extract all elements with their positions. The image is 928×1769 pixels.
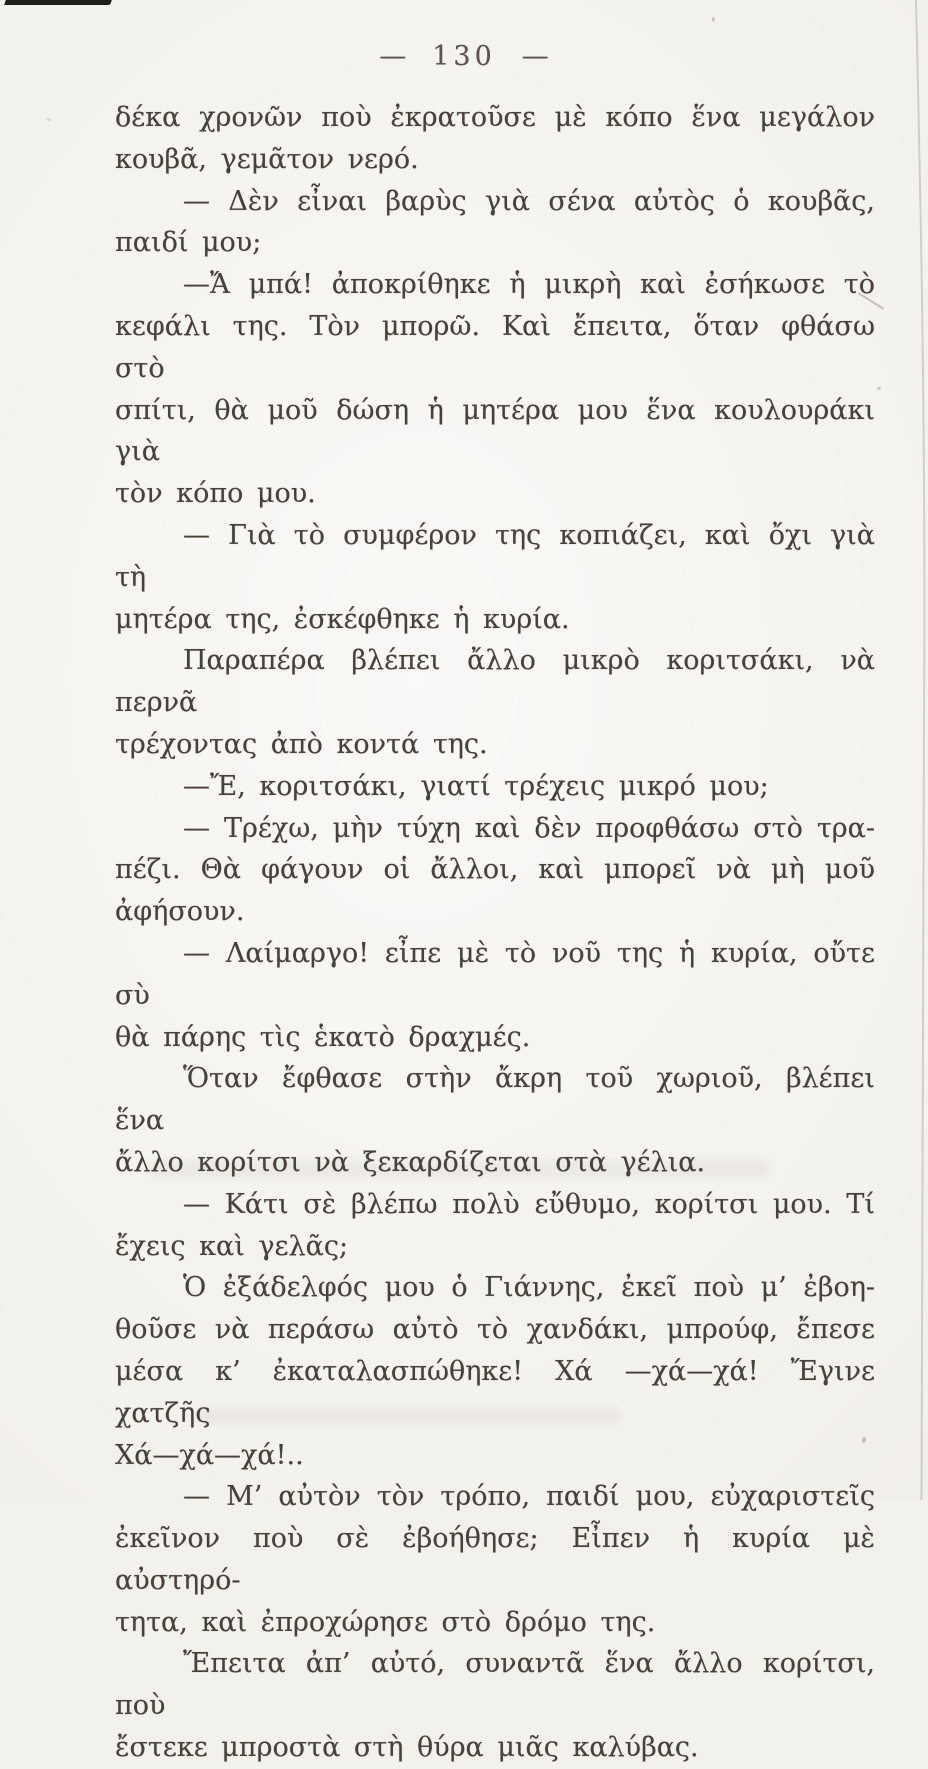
- text-line: Παραπέρα βλέπει ἄλλο μικρὸ κοριτσάκι, νὰ περνᾶ: [115, 645, 875, 719]
- paragraph: [115, 264, 875, 515]
- text-line: ἔστεκε μπροστὰ στὴ θύρα μιᾶς καλύβας.: [115, 1732, 699, 1764]
- text-line: μητέρα της, ἐσκέφθηκε ἡ κυρία.: [115, 603, 570, 635]
- text-line: Ἔπειτα ἀπ’ αὐτό, συναντᾶ ἕνα ἄλλο κορίτσι, ποὺ: [115, 1648, 875, 1722]
- text-line: — Τρέχω, μὴν τύχη καὶ δὲν προφθάσω στὸ τρα-: [183, 812, 875, 844]
- paragraph: [115, 808, 875, 933]
- text-line: Ὁ ἐξάδελφός μου ὁ Γιάννης, ἐκεῖ ποὺ μ’ ἐβοη-: [183, 1272, 875, 1304]
- text-line: —Ἔ, κοριτσάκι, γιατί τρέχεις μικρό μου;: [183, 770, 769, 802]
- paragraph: [115, 640, 875, 765]
- text-block: [115, 97, 875, 1769]
- text-line: Ὅταν ἔφθασε στὴν ἄκρη τοῦ χωριοῦ, βλέπει ἕνα: [115, 1063, 875, 1137]
- scan-speck: [712, 17, 715, 22]
- text-line: κουβᾶ, γεμᾶτον νερό.: [115, 143, 419, 175]
- scan-speck: [46, 118, 51, 121]
- paragraph: [115, 1476, 875, 1643]
- page-edge-line: [898, 0, 928, 1500]
- paragraph: [115, 1184, 875, 1268]
- page-header: [0, 41, 928, 72]
- text-line: κεφάλι της. Τὸν μπορῶ. Καὶ ἔπειτα, ὅταν φθάσω στὸ: [115, 310, 875, 384]
- paragraph: [115, 97, 875, 181]
- text-line: τρέχοντας ἀπὸ κοντά της.: [115, 728, 488, 760]
- text-line: — Γιὰ τὸ συμφέρον της κοπιάζει, καὶ ὄχι γιὰ τὴ: [115, 519, 875, 593]
- text-line: τητα, καὶ ἐπροχώρησε στὸ δρόμο της.: [115, 1606, 656, 1638]
- text-line: ἄλλο κορίτσι νὰ ξεκαρδίζεται στὰ γέλια.: [115, 1146, 706, 1178]
- text-line: — Κάτι σὲ βλέπω πολὺ εὔθυμο, κορίτσι μου. Τί: [183, 1188, 875, 1220]
- paragraph: [115, 1267, 875, 1476]
- scan-corner-mark: [4, 0, 112, 5]
- text-line: ἐκεῖνον ποὺ σὲ ἐβοήθησε; Εἶπεν ἡ κυρία μὲ αὐστηρό-: [115, 1523, 875, 1596]
- text-line: παιδί μου;: [115, 227, 262, 259]
- page-number: 130: [432, 41, 496, 72]
- text-line: πέζι. Θὰ φάγουν οἱ ἄλλοι, καὶ μπορεῖ νὰ μὴ μοῦ: [115, 854, 875, 886]
- paragraph: [115, 766, 875, 808]
- text-line: Χά—χά—χά!..: [115, 1439, 304, 1471]
- paragraph: [115, 181, 875, 265]
- text-line: —Ἄ μπά! ἀποκρίθηκε ἡ μικρὴ καὶ ἐσήκωσε τὸ: [183, 269, 875, 301]
- text-line: μέσα κ’ ἐκαταλασπώθηκε! Χά —χά—χά! Ἔγινε χατζῆς: [115, 1355, 875, 1429]
- text-line: ἀφήσουν.: [115, 896, 245, 928]
- text-line: ἔχεις καὶ γελᾶς;: [115, 1230, 349, 1262]
- header-dash-left: —: [379, 41, 407, 72]
- paragraph: [115, 515, 875, 640]
- text-line: — Μ’ αὐτὸν τὸν τρόπο, παιδί μου, εὐχαριστεῖς: [183, 1481, 875, 1513]
- text-line: σπίτι, θὰ μοῦ δώση ἡ μητέρα μου ἕνα κουλουράκι γιὰ: [115, 394, 875, 468]
- paragraph: [115, 1058, 875, 1183]
- text-line: θοῦσε νὰ περάσω αὐτὸ τὸ χανδάκι, μπρούφ, ἔπεσε: [115, 1314, 875, 1346]
- text-line: δέκα χρονῶν ποὺ ἐκρατοῦσε μὲ κόπο ἕνα μεγάλον: [115, 102, 875, 133]
- text-line: — Δὲν εἶναι βαρὺς γιὰ σένα αὐτὸς ὁ κουβᾶς,: [183, 185, 875, 217]
- paragraph: [115, 933, 875, 1058]
- paragraph: [115, 1643, 875, 1768]
- text-line: θὰ πάρης τὶς ἑκατὸ δραχμές.: [115, 1021, 531, 1053]
- header-dash-right: —: [521, 41, 549, 72]
- scan-speck: [877, 387, 881, 390]
- text-line: τὸν κόπο μου.: [115, 478, 316, 510]
- text-line: — Λαίμαργο! εἶπε μὲ τὸ νοῦ της ἡ κυρία, οὔτε σὺ: [115, 937, 875, 1011]
